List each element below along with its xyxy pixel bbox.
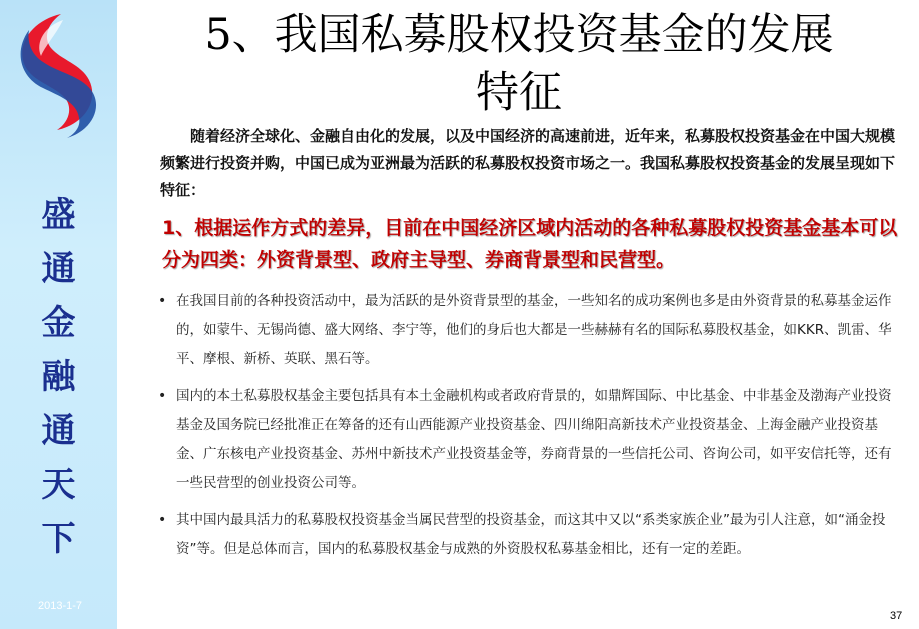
- intro-paragraph: 随着经济全球化、金融自由化的发展，以及中国经济的高速前进，近年来，私募股权投资基金在中国大规模频繁进行投资并购，中国已成为亚洲最为活跃的私募股权投资市场之一。我国私募股权投资基金的发展呈现如下特征：: [160, 127, 896, 199]
- slide-date: 2013-1-7: [38, 600, 83, 612]
- page-number: 37: [890, 610, 903, 622]
- list-item: [158, 506, 900, 564]
- slogan-char: 通: [41, 249, 76, 289]
- list-item-text: 其中国内最具活力的私募股权投资基金当属民营型的投资基金，而这其中又以“系类家族企业”最为引人注意，如“涌金投资”等。但是总体而言，国内的私募股权基金与成熟的外资股权私募基金相比，还有一定的差距。: [176, 512, 886, 557]
- slide-title-line2: 特征: [476, 68, 562, 118]
- slogan-char: 金: [41, 303, 76, 343]
- slide-title-line1: 5、我国私募股权投资基金的发展: [204, 10, 834, 60]
- slogan-char: 融: [41, 357, 76, 397]
- bullet-list: [158, 287, 900, 564]
- bullet-icon: •: [158, 388, 167, 404]
- bullet-icon: •: [158, 293, 167, 309]
- slide-title: [124, 6, 914, 122]
- list-item-text: 在我国目前的各种投资活动中，最为活跃的是外资背景型的基金，一些知名的成功案例也多是由外资背景的私募基金运作的，如蒙牛、无锡尚德、盛大网络、李宁等，他们的身后也大都是一些赫赫有名的国际私募股权基金，如KKR、凯雷、华平、摩根、新桥、英联、黑石等。: [176, 293, 892, 367]
- slogan-char: 通: [41, 411, 76, 451]
- slogan-char: 天: [41, 465, 76, 505]
- list-item: [158, 382, 900, 498]
- list-item: [158, 287, 900, 374]
- sidebar: [0, 0, 117, 629]
- company-logo-icon: [3, 6, 113, 140]
- vertical-slogan: [0, 188, 117, 566]
- list-item-text: 国内的本土私募股权基金主要包括具有本土金融机构或者政府背景的，如鼎辉国际、中比基金、中非基金及渤海产业投资基金及国务院已经批准正在筹备的还有山西能源产业投资基金、四川绵阳高新技术产业投资基金、上海金融产业投资基金、广东核电产业投资基金、苏州中新技术产业投资基金等，券商背景的一些信托公司、咨询公司，如平安信托等，还有一些民营型的创业投资公司等。: [176, 388, 892, 491]
- slogan-char: 下: [41, 519, 76, 559]
- bullet-icon: •: [158, 512, 167, 528]
- highlight-subtitle: 1、根据运作方式的差异，目前在中国经济区域内活动的各种私募股权投资基金基本可以分为四类：外资背景型、政府主导型、券商背景型和民营型。: [162, 217, 898, 271]
- slogan-char: 盛: [41, 195, 76, 235]
